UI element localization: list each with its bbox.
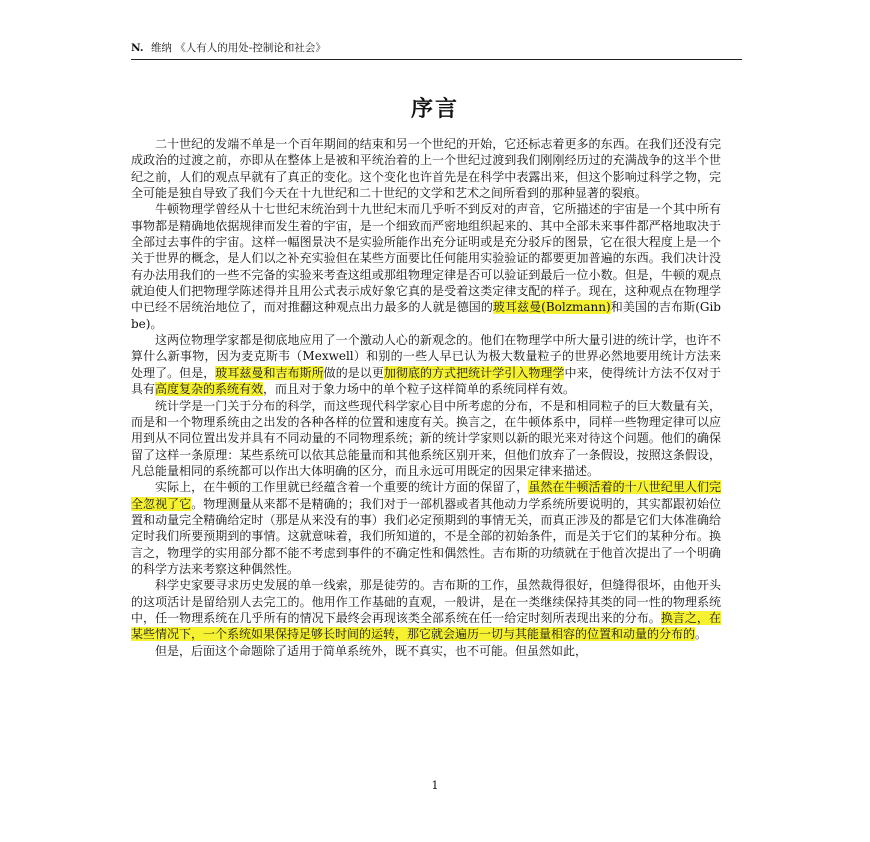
paragraph-3-text-b: 做的是以更 [323, 365, 384, 380]
paragraph-6 [131, 577, 721, 642]
header-author: N. [131, 42, 144, 54]
paragraph-3 [131, 332, 721, 397]
highlight-ergodic-statement: 换言之，在某些情况下，一个系统如果保持足够长时间的运转，那它就会遍历一切与其能量相容的位置和动量的分布的 [131, 610, 721, 642]
page-title: 序言 [410, 96, 459, 122]
paragraph-3-text-d: ，而且对于象力场中的单个粒子这样简单的系统同样有效。 [263, 382, 576, 397]
highlight-newton-century: 虽然在牛顿活着的十八世纪里人们完全忽视了它 [131, 480, 721, 511]
highlight-boltzmann-gibbs: 玻耳兹曼和吉布斯所 [215, 365, 324, 380]
paragraph-2-text-a: 牛顿物理学曾经从十七世纪末统治到十九世纪末而几乎听不到反对的声音，它所描述的宇宙是一个其中所有事物都是精确地依据规律而发生着的宇宙，是一个细致而严密地组织起来的、其中全部未来事件都严格地取决于全部过去事件的宇宙。这样一幅图景决不是实验所能作出充分证明或是充分驳斥的图景，它在很大程度上是一个关于世界的概念，是人们以之补充实验但在某些方面要比任何能用实验验证的都要更加普遍的东西。我们决计没有办法用我们的一些不完备的实验来考查这组或那组物理定律是否可以验证到最后一位小数。但是，牛顿的观点就迫使人们把物理学陈述得并且用公式表示成好象它真的是受着这类定律支配的样子。现在，这种观点在物理学中已经不居统治地位了，而对推翻这种观点出力最多的人就是德国的 [131, 202, 721, 315]
paragraph-3-text-c: 中来，使得统计方法不仅对于具有 [131, 365, 721, 397]
paragraph-7: 但是，后面这个命题除了适用于简单系统外，既不真实，也不可能。但虽然如此， [155, 643, 588, 658]
paragraph-5 [131, 479, 721, 577]
body-text [131, 136, 721, 659]
paragraph-6-text-b: 。 [695, 627, 708, 642]
highlight-boltzmann: 玻耳兹曼(Bolzmann) [492, 300, 611, 315]
paragraph-2 [131, 201, 721, 332]
paragraph-5-text-b: 。物理测量从来都不是精确的；我们对于一部机器或者其他动力学系统所要说明的，其实都跟初始位置和动量完全精确给定时（那是从来没有的事）我们必定预期到的事情无关，而真正涉及的都是它们大体准确给定时我们所要预期到的事情。这就意味着，我们所知道的，不是全部的初始条件，而是关于它们的某种分布。换言之，物理学的实用部分都不能不考虑到事件的不确定性和偶然性。吉布斯的功绩就在于他首次提出了一个明确的科学方法来考察这种偶然性。 [131, 496, 721, 576]
paragraph-2-text-b: 和美国的吉布斯(Gibbe)。 [131, 300, 721, 331]
header-book-title: 维纳 《人有人的用处-控制论和社会》 [150, 42, 326, 54]
paragraph-1: 二十世纪的发端不单是一个百年期间的结束和另一个世纪的开始，它还标志着更多的东西。在我们还没有完成政治的过渡之前，亦即从在整体上是被和平统治着的上一个世纪过渡到我们刚刚经历过的充满战争的这半个世纪之前，人们的观点早就有了真正的变化。这个变化也许首先是在科学中表露出来，但这个影响过科学之物，完全可能是独自导致了我们今天在十九世纪和二十世纪的文学和艺术之间所看到的那种显著的裂痕。 [131, 137, 721, 201]
paragraph-3-text-a: 这两位物理学家都是彻底地应用了一个激动人心的新观念的。他们在物理学中所大量引进的统计学，也许不算什么新事物，因为麦克斯韦（Mexwell）和别的一些人早已认为极大数量粒子的世界必然地要用统计方法来处理了。但是， [131, 333, 721, 380]
paragraph-4: 统计学是一门关于分布的科学，而这些现代科学家心目中所考虑的分布，不是和相同粒子的巨大数量有关，而是和一个物理系统由之出发的各种各样的位置和速度有关。换言之，在牛顿体系中，同样一些物理定律可以应用到从不同位置出发并具有不同动量的不同物理系统；新的统计学家则以新的眼光来对待这个问题。他们的确保留了这样一条原理：某些系统可以依其总能量而和其他系统区别开来，但他们放弃了一条假设，按照这条假设，凡总能量相同的系统都可以作出大体明确的区分，而且永远可用既定的因果定律来描述。 [131, 398, 721, 478]
highlight-complex-systems: 高度复杂的系统有效 [155, 382, 264, 397]
running-header [131, 41, 742, 60]
paragraph-6-text-a: 科学史家要寻求历史发展的单一线索，那是徒劳的。吉布斯的工作，虽然裁得很好，但缝得很坏，由他开头的这项活计是留给别人去完工的。他用作工作基础的直观，一般讲，是在一类继续保持其类的同一性的物理系统中，任一物理系统在几乎所有的情况下最终会再现该类全部系统在任一给定时刻所表现出来的分布。 [131, 578, 721, 625]
highlight-statistics-physics: 加彻底的方式把统计学引入物理学 [383, 365, 565, 380]
paragraph-5-text-a: 实际上，在牛顿的工作里就已经蕴含着一个重要的统计方面的保留了， [155, 480, 529, 495]
page-number: 1 [431, 779, 439, 792]
